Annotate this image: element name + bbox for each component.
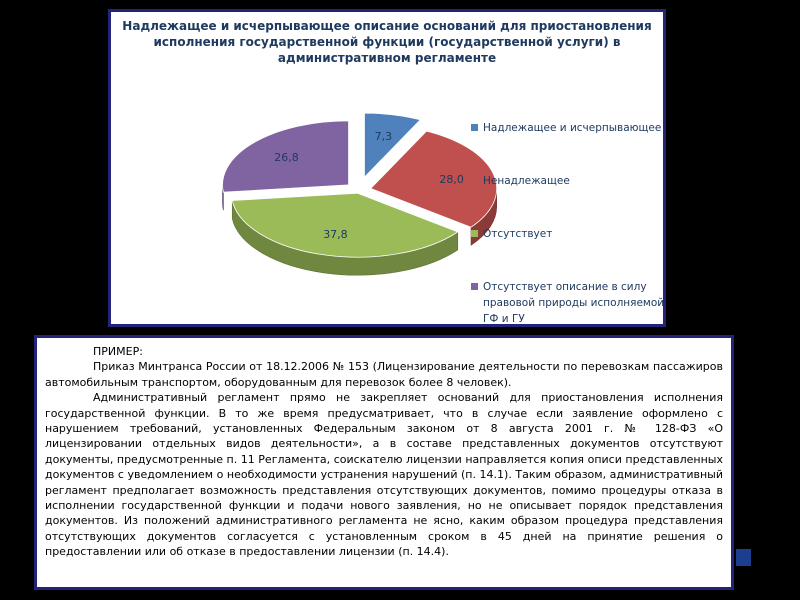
legend-item — [471, 279, 666, 327]
legend-item — [471, 226, 666, 242]
legend-swatch — [471, 230, 478, 237]
legend-swatch — [471, 124, 478, 131]
chart-title: Надлежащее и исчерпывающее описание оснований для приостановления исполнения государственной функции (государственной услуги) в административном регламенте — [122, 19, 652, 65]
legend-label: Отсутствует — [483, 228, 553, 240]
slide-corner-mark — [736, 549, 751, 566]
example-heading: ПРИМЕР: — [93, 345, 143, 358]
legend-label: Отсутствует описание в силу правовой природы исполняемой ГФ и ГУ — [483, 281, 665, 325]
legend-item — [471, 120, 666, 136]
pie-value-label: 28,0 — [439, 172, 464, 186]
chart-panel — [108, 9, 666, 327]
example-order-reference: Приказ Минтранса России от 18.12.2006 № 153 (Лицензирование деятельности по перевозкам пассажиров автомобильным транспортом, оборудованным для перевозок более 8 человек). — [45, 360, 723, 389]
legend-label: Надлежащее и исчерпывающее — [483, 122, 662, 134]
legend-label: Ненадлежащее — [483, 175, 570, 187]
pie-value-label: 26,8 — [274, 150, 299, 164]
pie-chart — [111, 12, 663, 324]
legend-swatch — [471, 177, 478, 184]
example-body-paragraph: Административный регламент прямо не закрепляет оснований для приостановления исполнения государственной функции. В то же время предусматривает, что в случае если заявление оформлено с нарушением требований, установленных Федеральным законом от 8 августа 2001 г. № 128-ФЗ «О лицензировании отдельных видов деятельности», а в составе представленных документов отсутствуют документы, предусмотренные п. 11 Регламента, соискателю лицензии направляется копия описи представленных документов с уведомлением о необходимости устранения нарушений (п. 14.1). Таким образом, административный регламент предполагает возможность представления отсутствующих документов, помимо процедуры отказа в исполнении государственной функции и подачи нового заявления, но не описывает порядок представления документов. Из положений административного регламента не ясно, каким образом процедура представления отсутствующих документов согласуется с установленным сроком в 45 дней на принятие решения о предоставлении или об отказе в предоставлении лицензии (п. 14.4). — [45, 391, 723, 559]
legend-swatch — [471, 283, 478, 290]
pie-value-label: 37,8 — [323, 227, 348, 241]
legend-item — [471, 173, 666, 189]
pie-value-label: 7,3 — [374, 130, 393, 144]
example-text-panel — [34, 335, 734, 590]
